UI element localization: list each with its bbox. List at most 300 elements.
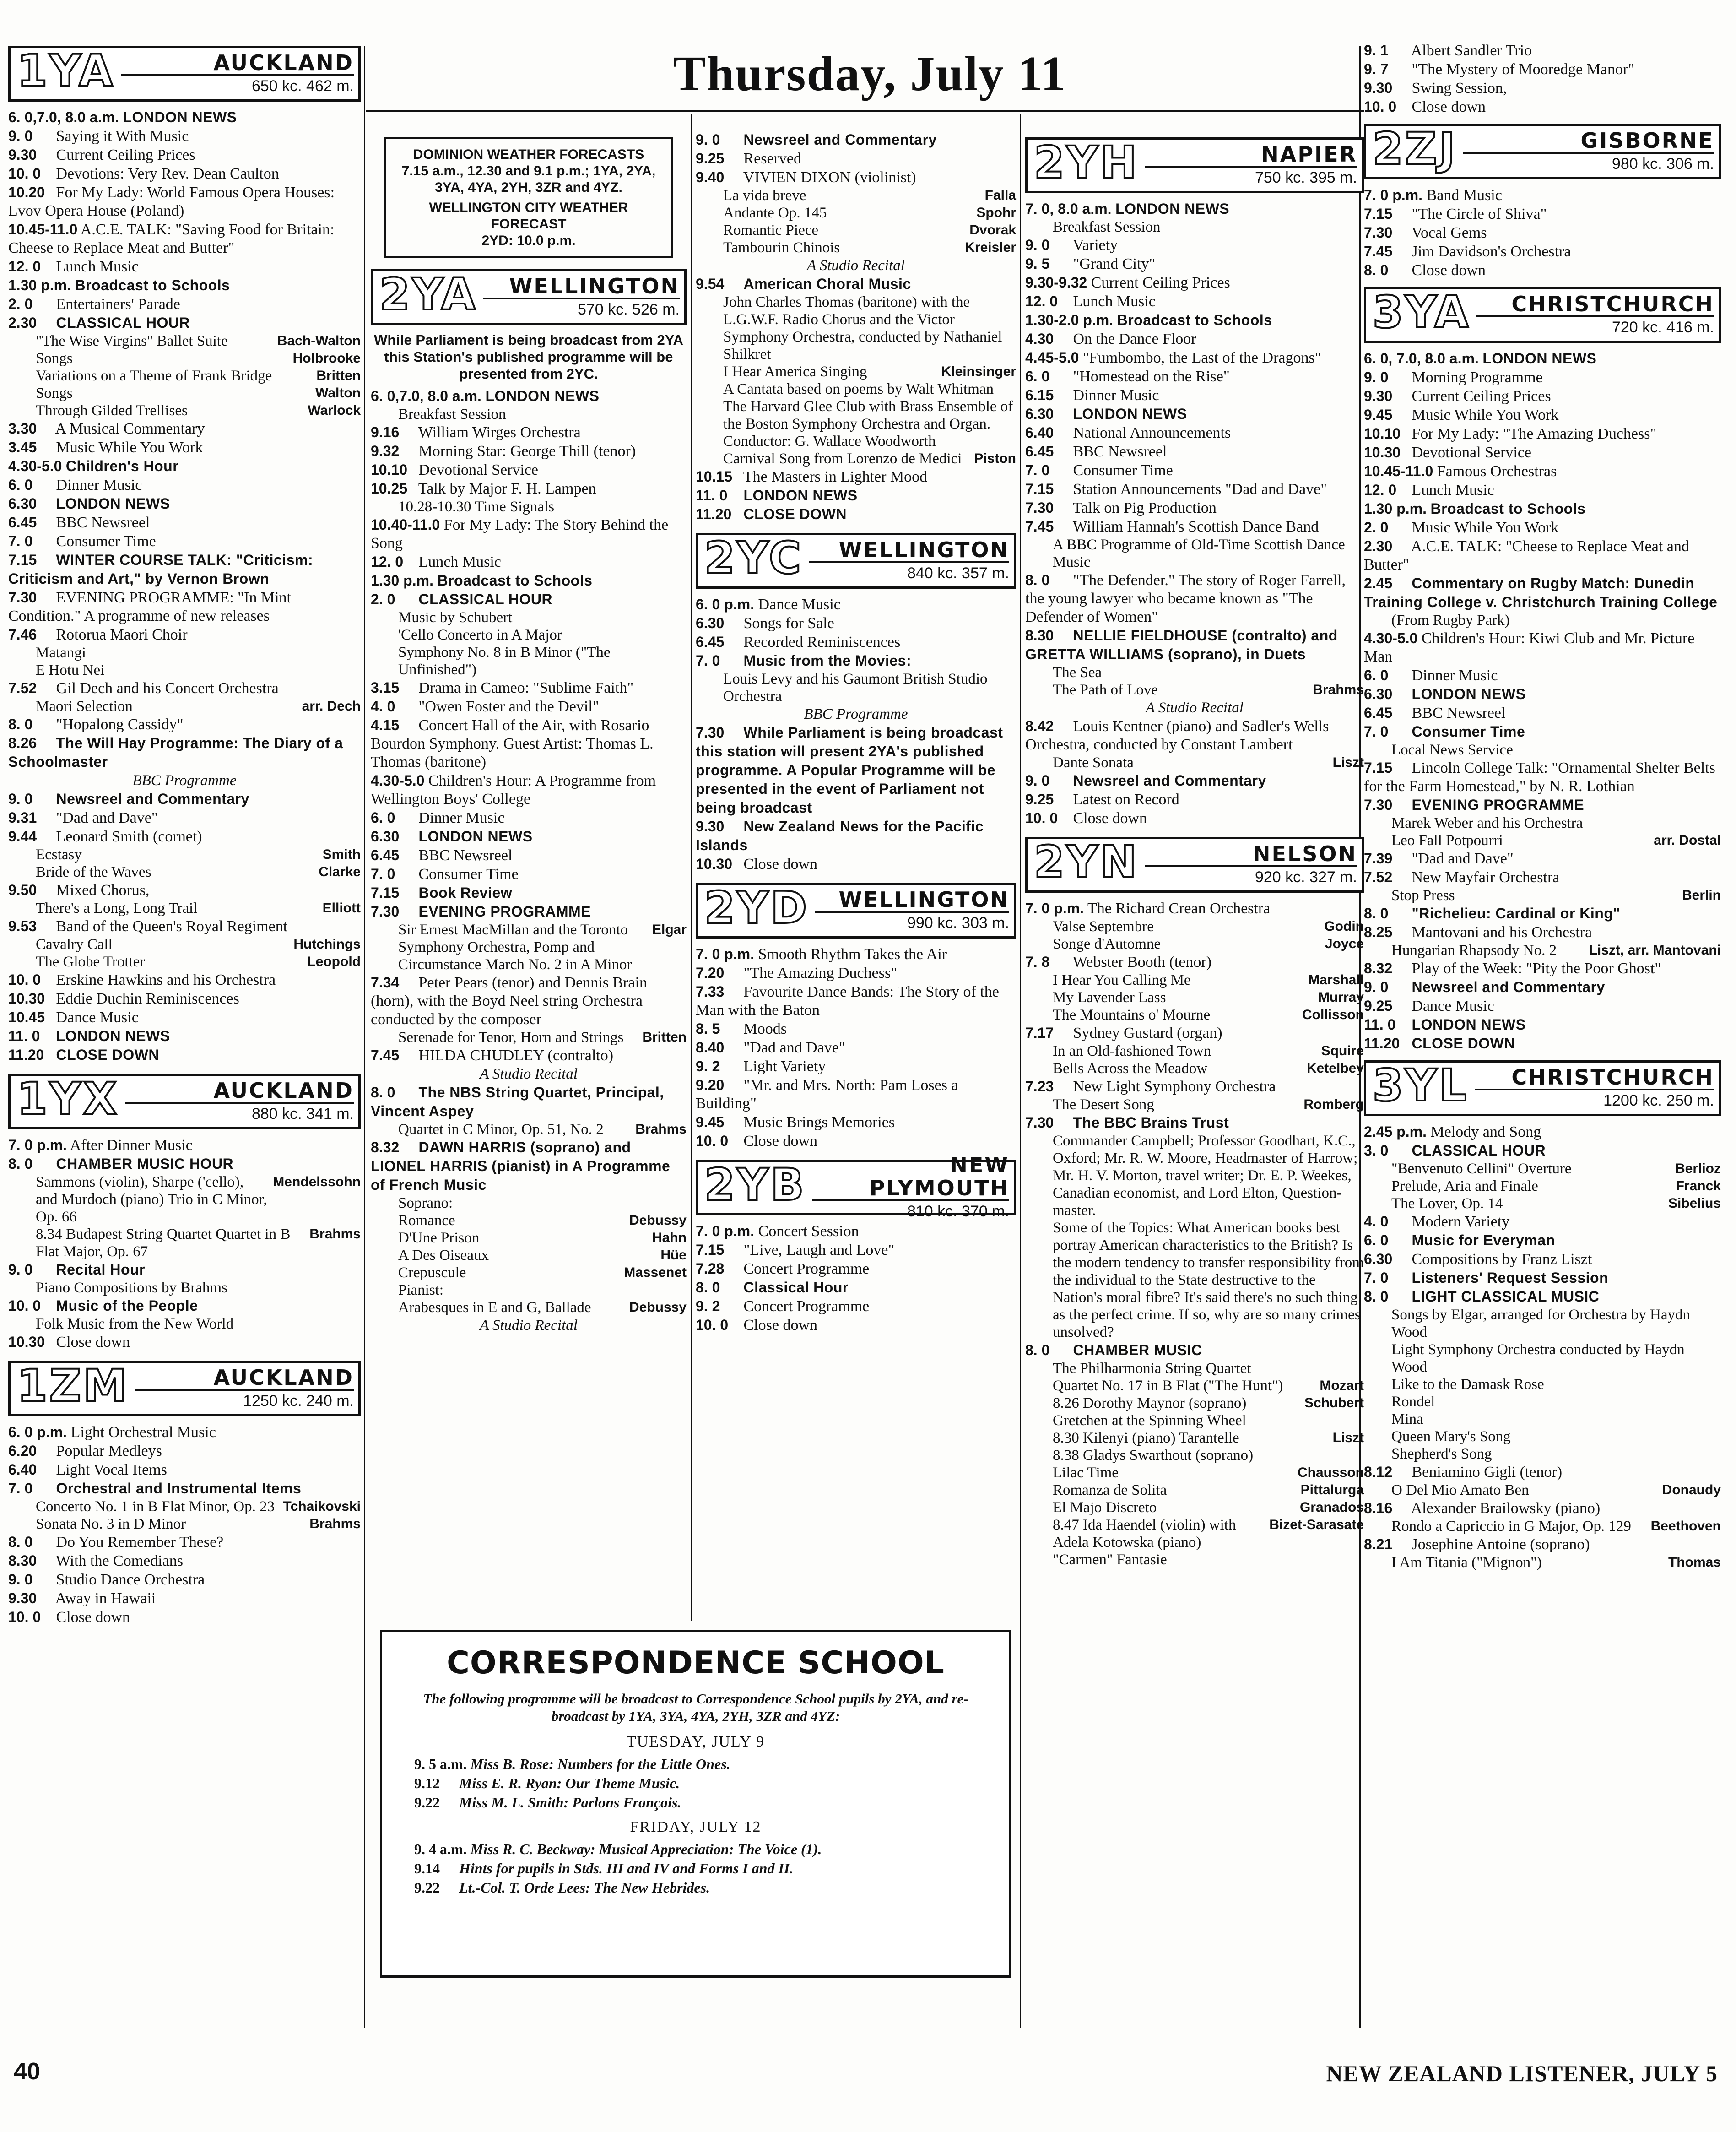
programme-title: "The Amazing Duchess"	[743, 965, 898, 982]
detail-title: In an Old-fashioned Town	[1053, 1043, 1211, 1059]
programme-detail	[1025, 1360, 1364, 1377]
programme-title: The Richard Crean Orchestra	[1087, 900, 1271, 917]
programme-entry	[1364, 1499, 1721, 1518]
programme-note: BBC Programme	[132, 772, 237, 789]
programme-time: 9.30	[8, 146, 37, 163]
programme-title: Saying it With Music	[56, 128, 189, 145]
programme-entry	[8, 419, 361, 438]
programme-time: 2.30	[1364, 538, 1393, 554]
correspondence-item	[396, 1859, 995, 1878]
programme-entry	[1025, 236, 1364, 255]
programme-title: New Zealand News for the Pacific Islands	[696, 818, 984, 853]
station-info	[812, 1153, 1014, 1220]
programme-title: Music While You Work	[56, 439, 203, 456]
programme-entry	[696, 1241, 1016, 1259]
station-frequency: 570 kc. 526 m.	[577, 301, 680, 318]
station-call-sign: 1YA	[17, 45, 115, 97]
correspondence-text: Hints for pupils in Stds. III and IV and Forms I and II.	[459, 1860, 794, 1877]
programme-time: 7.39	[1364, 850, 1393, 867]
detail-title: Prelude, Aria and Finale	[1391, 1178, 1538, 1194]
programme-time: 7.17	[1025, 1025, 1054, 1041]
programme-entry	[696, 1038, 1016, 1057]
programme-detail	[8, 402, 361, 419]
programme-title: LONDON NEWS	[1115, 201, 1230, 217]
programme-entry	[1364, 574, 1721, 612]
programme-title: Talk on Pig Production	[1072, 499, 1217, 516]
programme-title: Modern Variety	[1412, 1213, 1510, 1230]
composer: Mozart	[1320, 1378, 1364, 1393]
programme-entry	[1025, 255, 1364, 273]
programme-entry	[1364, 1535, 1721, 1554]
programme-time: 9. 5	[1025, 255, 1050, 272]
programme-time: 6.40	[1025, 424, 1054, 441]
programme-time: 6.30	[696, 615, 725, 631]
programme-title: "Owen Foster and the Devil"	[418, 698, 599, 715]
programme-title: "The Mystery of Mooredge Manor"	[1412, 61, 1635, 78]
programme-entry	[371, 590, 687, 609]
detail-title: Symphony No. 8 in B Minor ("The Unfinished")	[398, 644, 611, 678]
correspondence-item	[396, 1793, 995, 1812]
programme-entry	[371, 808, 687, 827]
programme-time: 9. 0	[696, 131, 720, 148]
programme-time: 2. 0	[371, 591, 395, 608]
station-section	[1364, 41, 1721, 116]
programme-entry	[8, 989, 361, 1008]
detail-title: Romance	[398, 1212, 455, 1229]
programme-title: Louis Kentner (piano) and Sadler's Wells Orchestra, conducted by Constant Lambert	[1025, 718, 1329, 753]
programme-title: LIGHT CLASSICAL MUSIC	[1412, 1288, 1600, 1305]
programme-entry	[1364, 796, 1721, 814]
programme-title: Moods	[743, 1020, 787, 1037]
programme-title: Close down	[743, 1317, 817, 1334]
composer: Joyce	[1325, 936, 1364, 951]
programme-time: 6.45	[8, 514, 37, 531]
station-city: AUCKLAND	[121, 51, 354, 76]
programme-time: 8.42	[1025, 718, 1054, 734]
programme-title: The BBC Brains Trust	[1073, 1114, 1229, 1131]
programme-detail	[1025, 971, 1364, 989]
programme-time: 9.16	[371, 424, 400, 440]
programme-entry	[1025, 1113, 1364, 1132]
detail-title: Songs	[36, 385, 73, 401]
station-city: GISBORNE	[1463, 129, 1714, 154]
detail-title: I Hear You Calling Me	[1053, 972, 1191, 988]
detail-title: Crepuscule	[398, 1264, 466, 1281]
programme-time: 10. 0	[8, 1297, 41, 1314]
programme-title: "Richelieu: Cardinal or King"	[1412, 905, 1621, 922]
station-call-sign: 1ZM	[17, 1360, 129, 1411]
programme-title: Dinner Music	[56, 477, 142, 494]
detail-title: Quartet in C Minor, Op. 51, No. 2	[398, 1121, 604, 1138]
programme-entry	[8, 1589, 361, 1608]
programme-detail	[1025, 218, 1364, 236]
detail-title: Breakfast Session	[1053, 219, 1161, 235]
programme-title: LONDON NEWS	[1412, 1016, 1526, 1033]
composer: Walton	[315, 385, 361, 401]
detail-title: 8.26 Dorothy Maynor (soprano) Gretchen at the Spinning Wheel	[1053, 1395, 1247, 1429]
programme-entry	[371, 571, 687, 590]
composer: Marshall	[1308, 972, 1364, 987]
programme-entry	[8, 276, 361, 295]
programme-detail	[1364, 1554, 1721, 1571]
detail-title: Cavalry Call	[36, 936, 113, 953]
programme-entry	[8, 257, 361, 276]
composer: Hutchings	[293, 937, 361, 952]
station-header	[8, 46, 361, 102]
programme-entry	[8, 314, 361, 332]
programme-time: 6.45	[696, 634, 725, 650]
programme-detail	[1364, 741, 1721, 759]
programme-time: 1.30 p.m.	[8, 277, 71, 293]
programme-time: 10.10	[371, 461, 408, 478]
detail-title: Tambourin Chinois	[723, 239, 840, 256]
station-header	[8, 1361, 361, 1416]
composer: Liszt	[1332, 1430, 1364, 1445]
programme-entry	[8, 1533, 361, 1552]
programme-time: 6. 0,7.0, 8.0 a.m.	[8, 109, 119, 125]
programme-title: LONDON NEWS	[56, 1028, 170, 1044]
composer: Godin	[1324, 919, 1364, 934]
detail-title: Lilac Time	[1053, 1465, 1119, 1481]
programme-title: "Hopalong Cassidy"	[56, 716, 184, 733]
programme-entry	[371, 884, 687, 902]
station-city: WELLINGTON	[815, 888, 1009, 913]
station-frequency: 720 kc. 416 m.	[1612, 319, 1714, 336]
composer: Kleinsinger	[941, 364, 1016, 379]
programme-entry	[1025, 790, 1364, 809]
programme-time: 8.26	[8, 735, 37, 751]
programme-detail	[8, 1515, 361, 1533]
programme-time: 7. 0 p.m.	[1364, 187, 1423, 203]
detail-title: Local News Service	[1391, 742, 1513, 758]
programme-title: Jim Davidson's Orchestra	[1412, 243, 1571, 260]
programme-note: A Studio Recital	[1146, 700, 1244, 716]
programme-time: 9.30	[1364, 388, 1393, 404]
station-frequency: 920 kc. 327 m.	[1255, 868, 1357, 886]
detail-title: My Lavender Lass	[1053, 989, 1166, 1006]
programme-time: 10.45	[8, 1009, 45, 1025]
programme-title: Swing Session,	[1412, 80, 1507, 97]
detail-title: Leo Fall Potpourri	[1391, 832, 1503, 849]
page-number: 40	[14, 2058, 40, 2085]
programme-entry	[696, 1113, 1016, 1132]
programme-title: Talk by Major F. H. Lampen	[418, 480, 596, 497]
programme-detail	[1364, 1410, 1721, 1428]
programme-time: 7.45	[1364, 243, 1393, 260]
programme-detail	[371, 609, 687, 626]
programme-entry	[1364, 537, 1721, 574]
programme-detail	[1025, 1481, 1364, 1499]
programme-title: A.C.E. TALK: "Cheese to Replace Meat and Butter"	[1364, 538, 1689, 573]
programme-entry	[1364, 79, 1721, 98]
programme-time: 7.30	[1025, 1114, 1054, 1131]
programme-title: Sydney Gustard (organ)	[1073, 1025, 1222, 1042]
detail-title: A BBC Programme of Old-Time Scottish Dance Music	[1053, 537, 1345, 570]
programme-entry	[371, 1046, 687, 1065]
programme-time: 7. 0	[8, 533, 33, 549]
programme-time: 10. 0	[1025, 810, 1058, 826]
composer: Mendelssohn	[273, 1174, 361, 1189]
programme-title: Lunch Music	[56, 258, 139, 275]
programme-entry	[1364, 186, 1721, 205]
programme-time: 2. 0	[8, 296, 33, 312]
programme-detail	[1025, 989, 1364, 1006]
detail-title: The Philharmonia String Quartet	[1053, 1360, 1251, 1377]
programme-title: Consumer Time	[418, 866, 519, 883]
programme-detail	[1364, 1341, 1721, 1376]
station-info	[1145, 839, 1362, 890]
programme-detail	[8, 332, 361, 350]
programme-entry	[8, 715, 361, 734]
station-info	[125, 1076, 358, 1127]
programme-title: Josephine Antoine (soprano)	[1412, 1536, 1590, 1553]
composer: Berlin	[1682, 888, 1721, 903]
detail-title: Stop Press	[1391, 887, 1455, 904]
correspondence-intro: The following programme will be broadcast to Correspondence School pupils by 2YA, and re-broadcast by 1YA, 3YA, 4YA, 2YH, 3ZR and 4YZ:	[423, 1691, 968, 1724]
programme-time: 6. 0	[1025, 368, 1050, 385]
programme-time: 8.16	[1364, 1500, 1393, 1516]
column-1	[8, 46, 361, 1627]
correspondence-text: Miss M. L. Smith: Parlons Français.	[459, 1794, 681, 1811]
programme-entry	[1364, 424, 1721, 443]
programme-detail	[1364, 1393, 1721, 1410]
programme-entry	[1025, 423, 1364, 442]
detail-title: Louis Levy and his Gaumont British Studio Orchestra	[723, 671, 988, 705]
station-frequency: 750 kc. 395 m.	[1255, 169, 1357, 186]
programme-title: While Parliament is being broadcast this station will present 2YA's published programme. A Popular Programme will be presented in the event of Parliament not being broadcast	[696, 724, 1003, 816]
programme-time: 9.54	[696, 276, 725, 292]
station-info	[121, 48, 358, 99]
programme-entry	[1364, 481, 1721, 499]
programme-title: Gil Dech and his Concert Orchestra	[56, 680, 279, 697]
station-section	[1364, 287, 1721, 1053]
programme-title: Close down	[56, 1334, 130, 1351]
programme-time: 9. 0	[1364, 979, 1389, 995]
programme-title: Consumer Time	[56, 533, 156, 550]
programme-time: 7.28	[696, 1260, 725, 1277]
composer: Berlioz	[1675, 1161, 1721, 1176]
programme-detail	[1025, 754, 1364, 771]
programme-title: William Hannah's Scottish Dance Band	[1072, 518, 1319, 535]
composer: Pittalurga	[1300, 1482, 1364, 1497]
programme-time: 6.15	[1025, 387, 1054, 403]
programme-entry	[371, 716, 687, 771]
programme-entry	[8, 164, 361, 183]
programme-detail	[8, 367, 361, 385]
correspondence-text: Miss R. C. Beckway: Musical Appreciation: The Voice (1).	[470, 1841, 822, 1857]
programme-title: After Dinner Music	[70, 1137, 193, 1154]
programme-title: Dance Music	[1412, 998, 1494, 1014]
programme-entry	[371, 423, 687, 442]
correspondence-time: 9.14	[414, 1860, 440, 1877]
programme-time: 3. 0	[1364, 1142, 1389, 1159]
programme-title: Recorded Reminiscences	[743, 634, 901, 651]
programme-title: Close down	[1412, 98, 1486, 115]
composer: Liszt	[1332, 755, 1364, 770]
programme-title: Lunch Music	[418, 553, 501, 570]
station-city: AUCKLAND	[135, 1366, 354, 1391]
programme-entry	[8, 1608, 361, 1627]
programme-title: Popular Medleys	[56, 1443, 162, 1459]
programme-time: 2.45	[1364, 575, 1393, 591]
composer: Elliott	[322, 901, 361, 916]
station-call-sign: 2YA	[379, 269, 477, 320]
programme-time: 11.20	[696, 506, 732, 522]
station-header	[1364, 287, 1721, 343]
composer: Kreisler	[965, 240, 1016, 255]
station-frequency: 650 kc. 462 m.	[251, 77, 354, 95]
programme-entry	[8, 790, 361, 808]
programme-detail	[696, 204, 1016, 222]
detail-title: Mina	[1391, 1411, 1423, 1427]
detail-title: Sonata No. 3 in D Minor	[36, 1516, 186, 1532]
programme-title: Beniamino Gigli (tenor)	[1412, 1464, 1563, 1481]
programme-entry	[1025, 1077, 1364, 1096]
detail-title: Some of the Topics: What American books best portray American characteristics to the British? Is the modern tendency to transfer responsibility from the individual to the State destructive to the Nation's moral fibre? It's said there's no such thing as the perfect crime. If so, why are so many crimes unsolved?	[1053, 1220, 1364, 1340]
programme-title: Listeners' Request Session	[1412, 1269, 1609, 1286]
programme-entry	[696, 651, 1016, 670]
programme-time: 9.30	[1364, 80, 1393, 96]
composer: Romberg	[1303, 1097, 1364, 1112]
detail-title: Soprano:	[398, 1195, 453, 1211]
programme-title: Children's Hour	[65, 458, 179, 474]
correspondence-item	[396, 1774, 995, 1793]
station-section	[1025, 137, 1364, 828]
programme-detail	[8, 1498, 361, 1515]
station-notice: While Parliament is being broadcast from 2YA this Station's published programme will be presented from 2YC.	[374, 332, 683, 382]
programme-title: Broadcast to Schools	[1430, 500, 1586, 517]
programme-title: Concert Hall of the Air, with Rosario Bourdon Symphony. Guest Artist: Thomas L. Thomas (baritone)	[371, 717, 654, 770]
programme-entry	[696, 505, 1016, 524]
programme-time: 6.20	[8, 1443, 37, 1459]
programme-time: 7. 0	[696, 652, 720, 669]
detail-title: Pianist:	[398, 1282, 444, 1298]
programme-time: 11. 0	[1364, 1016, 1396, 1033]
programme-title: The NBS String Quartet, Principal, Vincent Aspey	[371, 1084, 664, 1119]
detail-title: Maori Selection	[36, 698, 133, 715]
station-info	[135, 1363, 358, 1414]
composer: Hahn	[652, 1230, 687, 1245]
station-header	[1364, 124, 1721, 179]
correspondence-text: Miss E. R. Ryan: Our Theme Music.	[459, 1775, 680, 1791]
correspondence-text: Miss B. Rose: Numbers for the Little Ones.	[470, 1756, 730, 1772]
programme-title: Band of the Queen's Royal Regiment	[56, 918, 288, 935]
programme-entry	[1364, 242, 1721, 261]
programme-title: Music Brings Memories	[743, 1114, 895, 1131]
detail-title: Like to the Damask Rose	[1391, 1376, 1544, 1393]
programme-detail	[8, 1173, 361, 1226]
programme-title: Leonard Smith (cornet)	[56, 828, 202, 845]
programme-entry	[1025, 292, 1364, 311]
programme-entry	[1025, 899, 1364, 918]
programme-time: 10.45-11.0	[8, 221, 78, 238]
programme-entry	[1025, 311, 1364, 330]
detail-title: Hungarian Rhapsody No. 2	[1391, 942, 1557, 959]
programme-detail	[371, 1121, 687, 1138]
programme-title: LONDON NEWS	[1482, 350, 1597, 367]
station-call-sign: 3YA	[1373, 287, 1471, 338]
composer: Ketelbey	[1306, 1061, 1364, 1076]
programme-entry	[1364, 261, 1721, 280]
programme-entry	[8, 494, 361, 513]
programme-detail	[1025, 681, 1364, 699]
composer: Bizet-Sarasate	[1269, 1517, 1364, 1532]
programme-time: 9.20	[696, 1077, 725, 1093]
correspondence-time: 9.22	[414, 1794, 440, 1811]
programme-time: 10. 0	[8, 165, 41, 182]
station-city: NELSON	[1145, 842, 1357, 867]
programme-detail	[696, 450, 1016, 467]
station-section	[8, 46, 361, 1064]
programme-time: 9.53	[8, 918, 37, 934]
programme-title: On the Dance Floor	[1073, 331, 1196, 347]
programme-time: 9.44	[8, 828, 37, 845]
detail-title: I Am Titania ("Mignon")	[1391, 1554, 1542, 1571]
station-frequency: 980 kc. 306 m.	[1612, 155, 1714, 173]
programme-detail	[696, 187, 1016, 204]
programme-time: 8. 0	[1364, 905, 1389, 922]
programme-entry	[1364, 98, 1721, 116]
programme-title: LONDON NEWS	[485, 388, 600, 404]
programme-title: CHAMBER MUSIC HOUR	[56, 1156, 234, 1172]
composer: Leopold	[307, 954, 361, 969]
programme-entry	[1025, 442, 1364, 461]
programme-detail	[1364, 1481, 1721, 1499]
programme-entry	[696, 723, 1016, 817]
programme-time: 7.30	[8, 589, 37, 606]
programme-time: 4.30-5.0	[1364, 630, 1418, 646]
programme-detail	[1364, 1518, 1721, 1535]
programme-title: Lincoln College Talk: "Ornamental Shelter Belts for the Farm Homestead," by N. R. Lothian	[1364, 759, 1715, 795]
programme-time: 8. 0	[696, 1279, 720, 1296]
composer: Thomas	[1668, 1555, 1721, 1570]
programme-note: A Studio Recital	[807, 257, 905, 274]
programme-time: 9.30	[8, 1590, 37, 1606]
programme-entry	[1364, 868, 1721, 887]
programme-entry	[8, 881, 361, 900]
programme-entry	[696, 982, 1016, 1020]
programme-time: 9.30	[696, 818, 725, 835]
station-info	[1463, 126, 1719, 177]
programme-detail	[1025, 1464, 1364, 1481]
detail-title: 8.38 Gladys Swarthout (soprano)	[1053, 1447, 1254, 1464]
programme-entry	[1364, 349, 1721, 368]
programme-title: Reserved	[743, 150, 802, 167]
station-section	[371, 269, 687, 1335]
programme-entry	[8, 971, 361, 989]
composer: Debussy	[629, 1213, 687, 1228]
programme-detail	[1025, 1042, 1364, 1060]
composer: Liszt, arr. Mantovani	[1589, 943, 1721, 958]
programme-entry	[1025, 517, 1364, 536]
detail-title: Rondo a Capriccio in G Major, Op. 129	[1391, 1518, 1631, 1535]
station-city: WELLINGTON	[809, 538, 1009, 563]
programme-time: 4.45-5.0	[1025, 349, 1079, 366]
programme-entry	[1364, 368, 1721, 387]
programme-entry	[1364, 1287, 1721, 1306]
programme-time: 7.33	[696, 983, 725, 1000]
programme-entry	[371, 1083, 687, 1121]
programme-time: 1.30-2.0 p.m.	[1025, 312, 1114, 328]
programme-time: 11.20	[1364, 1035, 1400, 1052]
detail-title: Valse Septembre	[1053, 918, 1154, 935]
programme-title: Consumer Time	[1073, 462, 1173, 479]
programme-entry	[696, 168, 1016, 187]
programme-entry	[696, 486, 1016, 505]
programme-entry	[696, 595, 1016, 614]
programme-detail	[371, 1212, 687, 1229]
programme-entry	[1025, 571, 1364, 626]
